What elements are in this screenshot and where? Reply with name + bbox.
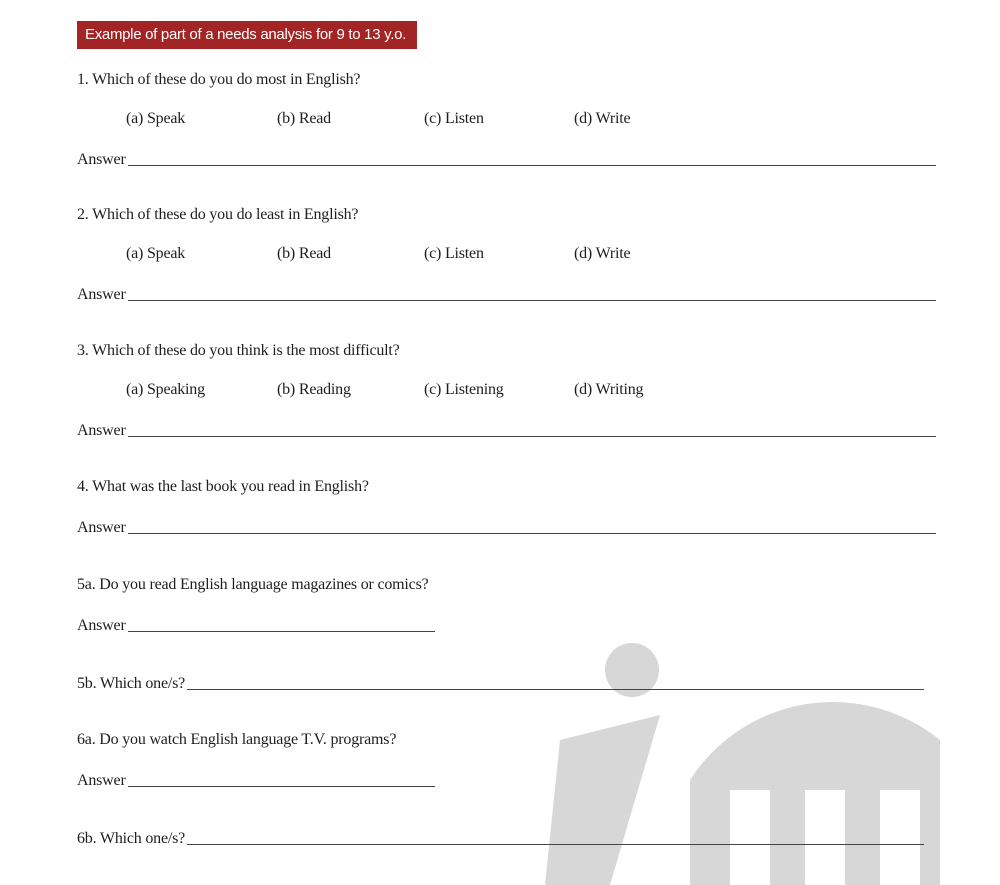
q1-option-a: (a) Speak bbox=[126, 110, 186, 127]
q3-answer-label: Answer bbox=[77, 422, 126, 439]
question-1: 1. Which of these do you do most in English? bbox=[77, 71, 361, 88]
q5a-answer-row bbox=[77, 615, 435, 635]
q5b-answer-field[interactable] bbox=[187, 673, 924, 690]
q2-answer-field[interactable] bbox=[128, 284, 936, 301]
q6b-answer-field[interactable] bbox=[187, 828, 924, 845]
q3-option-c: (c) Listening bbox=[424, 381, 504, 398]
question-6a: 6a. Do you watch English language T.V. programs? bbox=[77, 731, 397, 748]
q5b-answer-label: 5b. Which one/s? bbox=[77, 675, 186, 692]
q3-answer-field[interactable] bbox=[128, 420, 936, 437]
q1-answer-label: Answer bbox=[77, 151, 126, 168]
q6b-answer-row bbox=[77, 828, 924, 848]
q4-answer-field[interactable] bbox=[128, 517, 936, 534]
question-3: 3. Which of these do you think is the most difficult? bbox=[77, 342, 400, 359]
q2-option-c: (c) Listen bbox=[424, 245, 484, 262]
q2-answer-row bbox=[77, 284, 936, 304]
q3-option-d: (d) Writing bbox=[574, 381, 644, 398]
q1-option-c: (c) Listen bbox=[424, 110, 484, 127]
q3-option-b: (b) Reading bbox=[277, 381, 351, 398]
q1-answer-field[interactable] bbox=[128, 149, 936, 166]
q6b-answer-label: 6b. Which one/s? bbox=[77, 830, 186, 847]
q4-answer-row bbox=[77, 517, 936, 537]
header-banner: Example of part of a needs analysis for 9 to 13 y.o. bbox=[77, 21, 417, 49]
question-4: 4. What was the last book you read in English? bbox=[77, 478, 369, 495]
q2-answer-label: Answer bbox=[77, 286, 126, 303]
q2-option-b: (b) Read bbox=[277, 245, 331, 262]
q3-option-a: (a) Speaking bbox=[126, 381, 205, 398]
q1-option-d: (d) Write bbox=[574, 110, 631, 127]
q2-option-a: (a) Speak bbox=[126, 245, 186, 262]
q5b-answer-row bbox=[77, 673, 924, 693]
question-5a: 5a. Do you read English language magazines or comics? bbox=[77, 576, 429, 593]
q5a-answer-field[interactable] bbox=[128, 615, 435, 632]
q1-answer-row bbox=[77, 149, 936, 169]
q6a-answer-row bbox=[77, 770, 435, 790]
q6a-answer-label: Answer bbox=[77, 772, 126, 789]
q6a-answer-field[interactable] bbox=[128, 770, 435, 787]
q1-option-b: (b) Read bbox=[277, 110, 331, 127]
q5a-answer-label: Answer bbox=[77, 617, 126, 634]
q4-answer-label: Answer bbox=[77, 519, 126, 536]
question-2: 2. Which of these do you do least in English? bbox=[77, 206, 359, 223]
q2-option-d: (d) Write bbox=[574, 245, 631, 262]
q3-answer-row bbox=[77, 420, 936, 440]
